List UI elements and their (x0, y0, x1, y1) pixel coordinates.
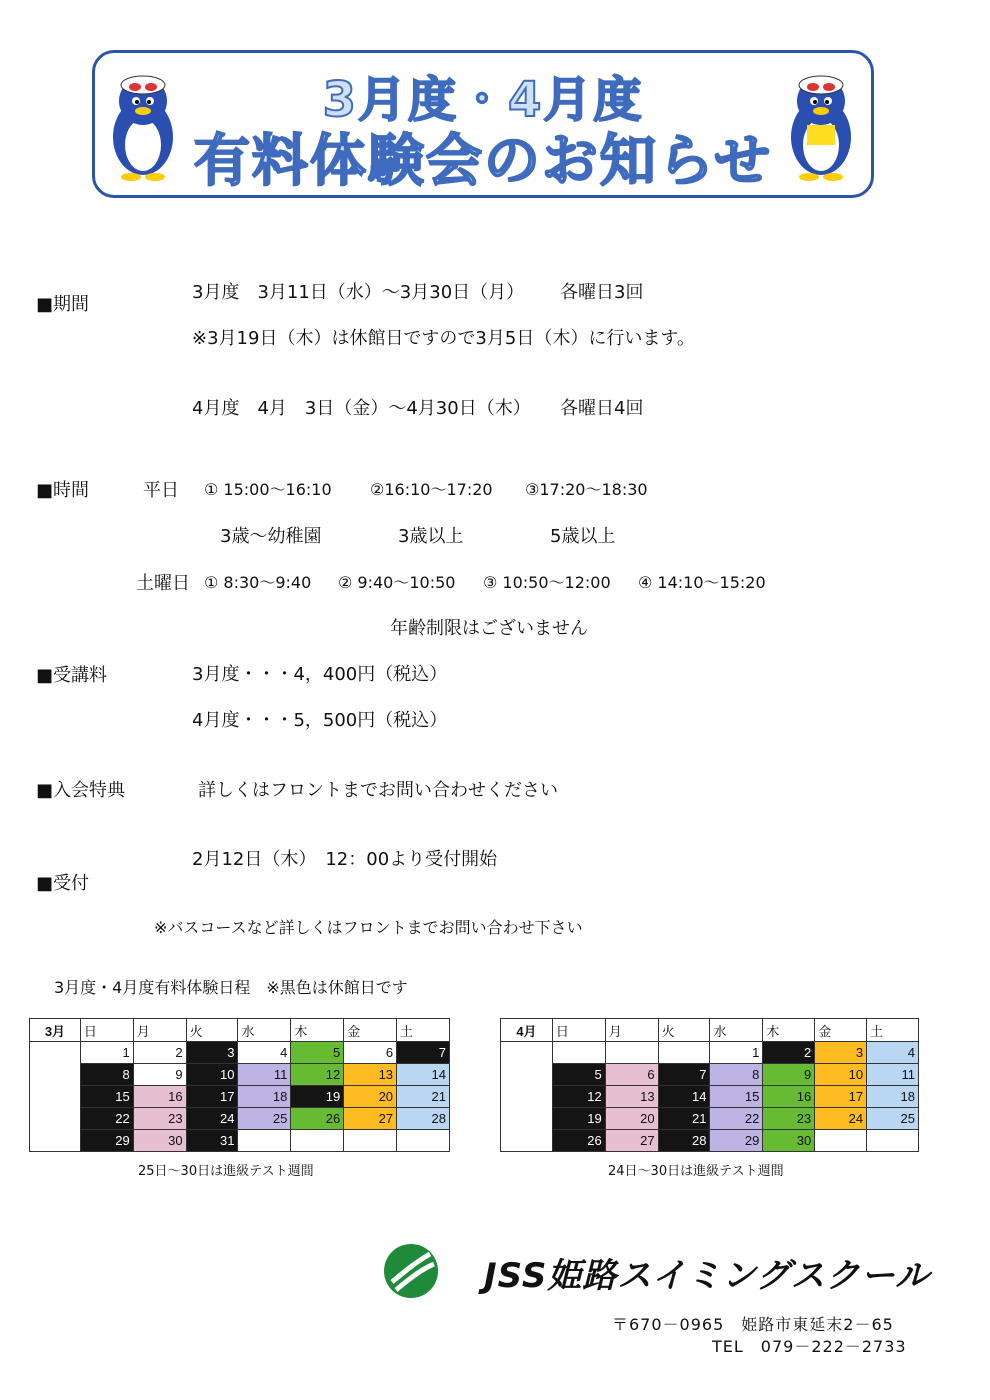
calendar-day-cell: 20 (605, 1108, 658, 1130)
calendar-day-cell: 20 (344, 1086, 397, 1108)
calendar-day-cell: 12 (552, 1086, 605, 1108)
calendar-day-cell: 5 (552, 1064, 605, 1086)
calendar-day-cell: 13 (605, 1086, 658, 1108)
calendar-day-cell: 14 (658, 1086, 710, 1108)
calendar-day-cell: 21 (397, 1086, 450, 1108)
calendar-day-cell: 24 (186, 1108, 238, 1130)
calendar-day-cell: 18 (867, 1086, 919, 1108)
weekday-label: 平日 (143, 480, 179, 501)
calendar-day-cell: 3 (186, 1042, 238, 1064)
saturday-slot-3: ③ 10:50～12:00 (483, 573, 611, 592)
period-april: 4月度 4月 3日（金）～4月30日（木） (192, 398, 531, 419)
saturday-slot-4: ④ 14:10～15:20 (638, 573, 766, 592)
fee-label: ■受講料 (36, 665, 108, 686)
calendar-week-row (30, 1130, 450, 1152)
calendar-day-cell: 27 (605, 1130, 658, 1152)
calendar-day-cell (397, 1130, 450, 1152)
weekday-age-2: 3歳以上 (398, 526, 464, 547)
benefit-label: ■入会特典 (36, 780, 126, 801)
calendar-day-cell: 22 (80, 1108, 133, 1130)
calendar-day-cell: 6 (344, 1042, 397, 1064)
calendar-day-cell: 15 (710, 1086, 763, 1108)
weekday-header: 火 (658, 1019, 710, 1042)
fee-april: 4月度・・・5，500円（税込） (192, 710, 448, 731)
jss-logo-icon (382, 1242, 440, 1300)
calendar-day-cell: 2 (133, 1042, 186, 1064)
march-calendar (29, 1018, 450, 1152)
calendar-day-cell: 12 (291, 1064, 344, 1086)
weekday-header: 月 (605, 1019, 658, 1042)
calendar-month-label: 3月 (30, 1019, 81, 1042)
calendar-day-cell: 9 (763, 1064, 815, 1086)
calendar-day-cell: 15 (80, 1086, 133, 1108)
calendar-day-cell (815, 1130, 867, 1152)
calendar-day-cell: 10 (815, 1064, 867, 1086)
calendar-week-row (30, 1108, 450, 1130)
calendar-day-cell: 30 (133, 1130, 186, 1152)
calendar-day-cell: 19 (552, 1108, 605, 1130)
calendar-day-cell: 3 (815, 1042, 867, 1064)
calendar-day-cell: 29 (710, 1130, 763, 1152)
weekday-header: 木 (291, 1019, 344, 1042)
weekday-header: 金 (344, 1019, 397, 1042)
time-label: ■時間 (36, 480, 90, 501)
calendar-day-cell: 5 (291, 1042, 344, 1064)
calendar-day-cell: 28 (658, 1130, 710, 1152)
calendar-day-cell: 17 (815, 1086, 867, 1108)
reception-label: ■受付 (36, 873, 90, 894)
calendar-day-cell: 22 (710, 1108, 763, 1130)
period-march: 3月度 3月11日（水）～3月30日（月） (192, 282, 525, 303)
weekday-slot-1: ① 15:00～16:10 (204, 480, 332, 499)
calendar-day-cell: 9 (133, 1064, 186, 1086)
school-phone: TEL 079－222－2733 (712, 1337, 907, 1356)
saturday-slot-2: ② 9:40～10:50 (338, 573, 456, 592)
title-banner (92, 50, 874, 198)
calendar-day-cell: 8 (80, 1064, 133, 1086)
school-name: JSS姫路スイミングスクール (484, 1256, 931, 1296)
calendar-week-row (501, 1086, 919, 1108)
calendar-day-cell (344, 1130, 397, 1152)
calendar-day-cell: 18 (238, 1086, 291, 1108)
benefit-text: 詳しくはフロントまでお問い合わせください (198, 780, 558, 801)
calendar-day-cell: 16 (763, 1086, 815, 1108)
calendar-day-cell (291, 1130, 344, 1152)
calendar-day-cell: 1 (80, 1042, 133, 1064)
calendar-day-cell: 24 (815, 1108, 867, 1130)
calendar-blank-cell (501, 1042, 553, 1152)
calendar-day-cell: 4 (238, 1042, 291, 1064)
calendar-day-cell: 11 (238, 1064, 291, 1086)
reception-note: ※バスコースなど詳しくはフロントまでお問い合わせ下さい (154, 918, 583, 937)
period-march-count: 各曜日3回 (560, 282, 644, 303)
calendar-day-cell: 21 (658, 1108, 710, 1130)
weekday-header: 日 (552, 1019, 605, 1042)
calendar-day-cell: 13 (344, 1064, 397, 1086)
calendar-week-row (501, 1042, 919, 1064)
calendar-day-cell: 1 (710, 1042, 763, 1064)
calendar-day-cell: 31 (186, 1130, 238, 1152)
school-address: 〒670－0965 姫路市東延末2－65 (612, 1315, 894, 1334)
calendar-day-cell: 8 (710, 1064, 763, 1086)
calendar-day-cell: 7 (397, 1042, 450, 1064)
calendar-day-cell: 29 (80, 1130, 133, 1152)
weekday-header: 日 (80, 1019, 133, 1042)
calendar-day-cell: 19 (291, 1086, 344, 1108)
calendar-day-cell: 4 (867, 1042, 919, 1064)
calendar-week-row (501, 1064, 919, 1086)
weekday-header: 月 (133, 1019, 186, 1042)
penguin-mascot-icon (781, 71, 861, 183)
calendar-day-cell: 11 (867, 1064, 919, 1086)
april-calendar (500, 1018, 919, 1152)
calendar-week-row (30, 1086, 450, 1108)
calendar-week-row (501, 1130, 919, 1152)
weekday-age-1: 3歳～幼稚園 (220, 526, 322, 547)
calendar-day-cell: 28 (397, 1108, 450, 1130)
schedule-caption: 3月度・4月度有料体験日程 ※黒色は休館日です (54, 978, 408, 997)
title-line-1: 3月度・4月度 (322, 72, 644, 128)
saturday-label: 土曜日 (136, 573, 190, 594)
calendar-day-cell: 26 (552, 1130, 605, 1152)
calendar-day-cell (238, 1130, 291, 1152)
weekday-header: 水 (710, 1019, 763, 1042)
calendar-day-cell (867, 1130, 919, 1152)
period-april-count: 各曜日4回 (560, 398, 644, 419)
weekday-header: 水 (238, 1019, 291, 1042)
calendar-day-cell (658, 1042, 710, 1064)
calendar-day-cell: 23 (133, 1108, 186, 1130)
calendar-blank-cell (30, 1042, 81, 1152)
calendar-day-cell: 25 (238, 1108, 291, 1130)
calendar-day-cell: 23 (763, 1108, 815, 1130)
saturday-slot-1: ① 8:30～9:40 (204, 573, 312, 592)
calendar-day-cell (605, 1042, 658, 1064)
march-test-week-note: 25日～30日は進級テスト週間 (138, 1164, 314, 1179)
weekday-slot-3: ③17:20～18:30 (525, 480, 648, 499)
weekday-age-3: 5歳以上 (550, 526, 616, 547)
calendar-day-cell: 30 (763, 1130, 815, 1152)
saturday-note: 年齢制限はございません (390, 618, 588, 639)
period-label: ■期間 (36, 294, 90, 315)
calendar-day-cell: 25 (867, 1108, 919, 1130)
calendar-day-cell (552, 1042, 605, 1064)
calendar-day-cell: 7 (658, 1064, 710, 1086)
reception-text: 2月12日（木） 12：00より受付開始 (192, 849, 498, 870)
calendar-day-cell: 27 (344, 1108, 397, 1130)
weekday-header: 木 (763, 1019, 815, 1042)
calendar-week-row (30, 1042, 450, 1064)
calendar-day-cell: 10 (186, 1064, 238, 1086)
calendar-week-row (501, 1108, 919, 1130)
calendar-day-cell: 16 (133, 1086, 186, 1108)
fee-march: 3月度・・・4，400円（税込） (192, 664, 448, 685)
weekday-header: 火 (186, 1019, 238, 1042)
calendar-week-row (30, 1064, 450, 1086)
calendar-day-cell: 2 (763, 1042, 815, 1064)
title-line-2: 有料体験会のお知らせ (193, 129, 773, 194)
weekday-header: 金 (815, 1019, 867, 1042)
weekday-header: 土 (867, 1019, 919, 1042)
period-march-note: ※3月19日（木）は休館日ですので3月5日（木）に行います。 (192, 328, 695, 349)
weekday-slot-2: ②16:10～17:20 (370, 480, 493, 499)
april-test-week-note: 24日～30日は進級テスト週間 (608, 1164, 784, 1179)
weekday-header: 土 (397, 1019, 450, 1042)
calendar-day-cell: 26 (291, 1108, 344, 1130)
calendar-month-label: 4月 (501, 1019, 553, 1042)
calendar-day-cell: 14 (397, 1064, 450, 1086)
calendar-day-cell: 17 (186, 1086, 238, 1108)
calendar-day-cell: 6 (605, 1064, 658, 1086)
